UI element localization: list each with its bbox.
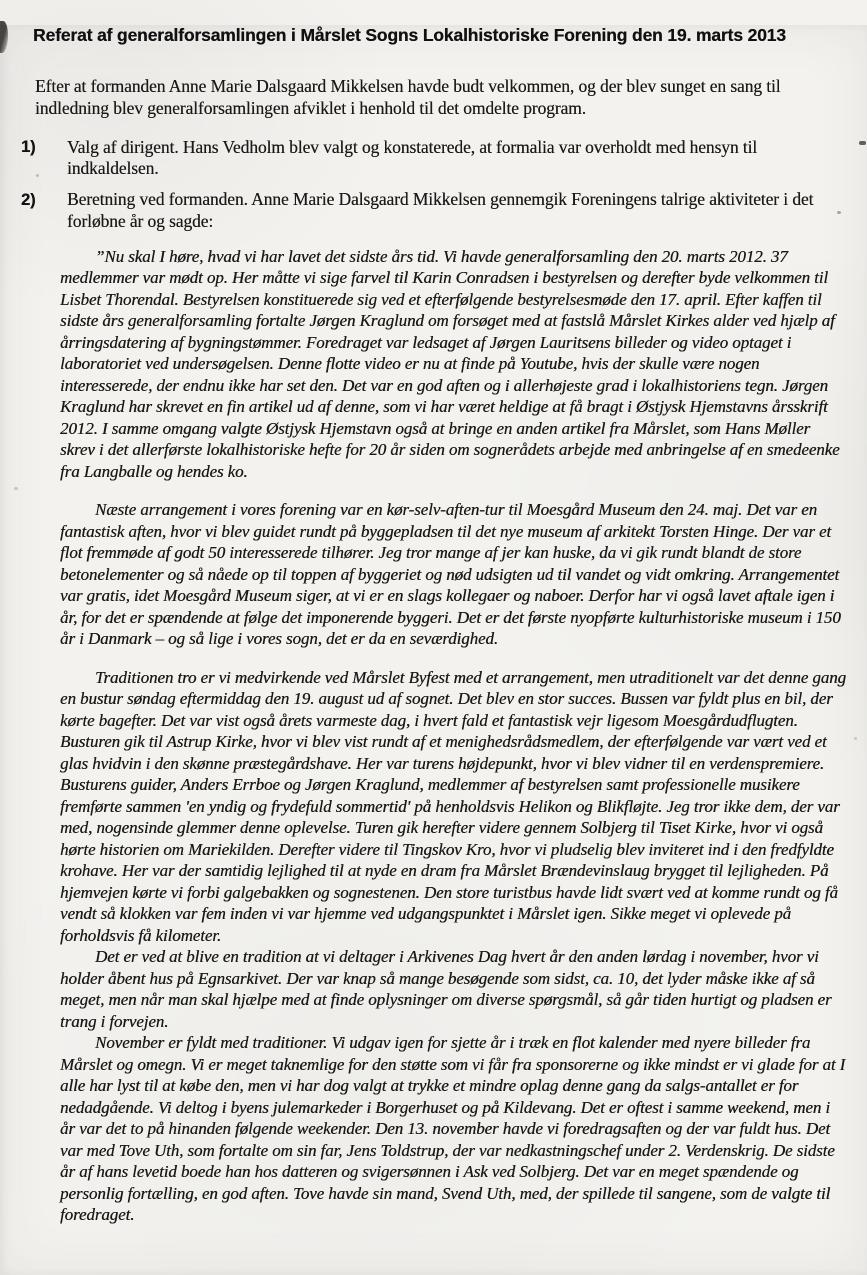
agenda-item-1-number: 1) — [21, 138, 36, 157]
agenda-item-2-text: Beretning ved formanden. Anne Marie Dalsgaard Mikkelsen gennemgik Foreningens talrige aktiviteter i det forløbne år og sagde: — [67, 189, 814, 231]
agenda-item-2 — [21, 189, 815, 233]
agenda-item-1-text: Valg af dirigent. Hans Vedholm blev valgt og konstaterede, at formalia var overholdt med hensyn til indkaldelsen. — [67, 136, 758, 179]
chairman-report-quote — [60, 246, 848, 1226]
scan-speck — [854, 737, 857, 740]
agenda-list — [0, 137, 867, 233]
document-title: Referat af generalforsamlingen i Mårslet Sogns Lokalhistoriske Forening den 19. marts 2013 — [33, 25, 786, 45]
scan-speck — [14, 487, 18, 490]
agenda-item-2-number: 2) — [21, 190, 36, 209]
report-paragraph-3: Traditionen tro er vi medvirkende ved Mårslet Byfest med et arrangement, men utraditionelt var det denne gang en bustur søndag eftermiddag den 19. august ud af sognet. Det blev en stor succes. Bussen var fyldt plus en bil, der kørte bagefter. Det var vist også årets varmeste dag, i hvert fald et fantastisk vejr ligesom Moesgårdudflugten. Busturen gik til Astrup Kirke, hvor vi blev vist rundt af et menighedsrådsmedlem, der efterfølgende var vært ved et glas hvidvin i den skønne præstegårdshave. Her var turens højdepunkt, hvor vi blev vidner til en verdenspremiere. Busturens guider, Anders Errboe og Jørgen Kraglund, medlemmer af bestyrelsen samt professionelle musikere fremførte sammen 'en yndig og frydefuld sommertid' på henholdsvis Helikon og Blikfløjte. Jeg tror ikke dem, der var med, nogensinde glemmer denne oplevelse. Turen gik herefter videre gennem Solbjerg til Tiset Kirke, hvor vi også hørte historien om Mariekilden. Derefter videre til Tingskov Kro, hvor vi pludselig blev inviteret ind i den fredfyldte krohave. Her var der samtidig lejlighed til at nyde en dram fra Mårslet Brændevinslaug brygget til lejligheden. På hjemvejen kørte vi forbi galgebakken og sognestenen. Den store turistbus havde lidt svært ved at komme rundt og få vendt så klokken var fem inden vi var hjemme ved udgangspunktet i Mårslet igen. Sikke meget vi oplevede på forholdsvis få kilometer. — [60, 667, 846, 945]
report-paragraph-1: ”Nu skal I høre, hvad vi har lavet det sidste års tid. Vi havde generalforsamling den 20. marts 2012. 37 medlemmer var mødt op. Her måtte vi sige farvel til Karin Conradsen i bestyrelsen og derefter byde velkommen til Lisbet Thorendal. Bestyrelsen konstituerede sig ved et efterfølgende bestyrelsesmøde den 17. april. Efter kaffen til sidste års generalforsamling fortalte Jørgen Kraglund om forsøget med at fastslå Mårslet Kirkes alder ved hjælp af årringsdatering af bygningstømmer. Foredraget var ledsaget af Jørgen Lauritsens billeder og video optaget i laboratoriet ved undersøgelsen. Denne flotte video er nu at finde på Youtube, hvis der skulle være nogen interesserede, der endnu ikke har set den. Det var en god aften og i allerhøjeste grad i lokalhistoriens tegn. Jørgen Kraglund har skrevet en fin artikel ud af denne, som vi har været heldige at få bragt i Østjysk Hjemstavns årsskrift 2012. I samme omgang valgte Østjysk Hjemstavn også at bringe en anden artikel fra Mårslet, som Hans Møller skrev i det allerførste lokalhistoriske hefte for 20 år siden om sognerådets arbejde med anbringelse af en smedeenke fra Langballe og hendes ko. — [60, 246, 840, 481]
scan-smudge — [0, 21, 8, 53]
report-paragraph-4: Det er ved at blive en tradition at vi deltager i Arkivenes Dag hvert år den anden lørdag i november, hvor vi holder åbent hus på Egnsarkivet. Der var knap så mange besøgende som sidst, ca. 10, det lyder måske ikke af så meget, men når man skal hjælpe med at finde oplysninger om diverse spørgsmål, så går tiden hurtigt og pladsen er trang i forvejen. — [60, 947, 832, 1031]
report-paragraph-5: November er fyldt med traditioner. Vi udgav igen for sjette år i træk en flot kalender med nyere billeder fra Mårslet og omegn. Vi er meget taknemlige for den støtte som vi får fra sponsorerne og ikke mindst er vi glade for at I alle har lyst til at købe den, men vi har dog valgt at trykke et mindre oplag denne gang da salgs-antallet er for nedadgående. Vi deltog i byens julemarkeder i Borgerhuset og på Kildevang. Det er oftest i samme weekend, men i år var det to på hinanden følgende weekender. Den 13. november havde vi foredragsaften og der var fuldt hus. Det var med Tove Uth, som fortalte om sin far, Jens Toldstrup, der var nedkastningschef under 2. Verdenskrig. De sidste år af hans levetid boede han hos datteren og svigersønnen i Ask ved Solbjerg. Det var en meget spændende og personlig fortælling, en god aften. Tove havde sin mand, Svend Uth, med, der spillede til sangene, som de valgte til foredraget. — [60, 1033, 846, 1225]
report-paragraph-2: Næste arrangement i vores forening var en kør-selv-aften-tur til Moesgård Museum den 24. maj. Det var en fantastisk aften, hvor vi blev guidet rundt på byggepladsen til det nye museum af arkitekt Torsten Hinge. Der var et flot fremmøde af godt 50 interesserede tilhører. Jeg tror mange af jer kan huske, da vi gik rundt blandt de store betonelementer og så nåede op til toppen af byggeriet og nød udsigten ud til vandet og vidt omkring. Arrangementet var gratis, idet Moesgård Museum siger, at vi er en slags kollegaer og naboer. Derfor har vi også lavet aftale igen i år, for det er spændende at følge det imponerende byggeri. Det er det første nyopførte kulturhistoriske museum i 150 år i Danmark – og så lige i vores sogn, det er da en seværdighed. — [60, 500, 841, 649]
scanned-document-page — [0, 25, 867, 1275]
agenda-item-1 — [21, 136, 815, 181]
intro-paragraph: Efter at formanden Anne Marie Dalsgaard Mikkelsen havde budt velkommen, og der blev sunget en sang til indledning blev generalforsamlingen afviklet i henhold til det omdelte program. — [35, 76, 781, 118]
